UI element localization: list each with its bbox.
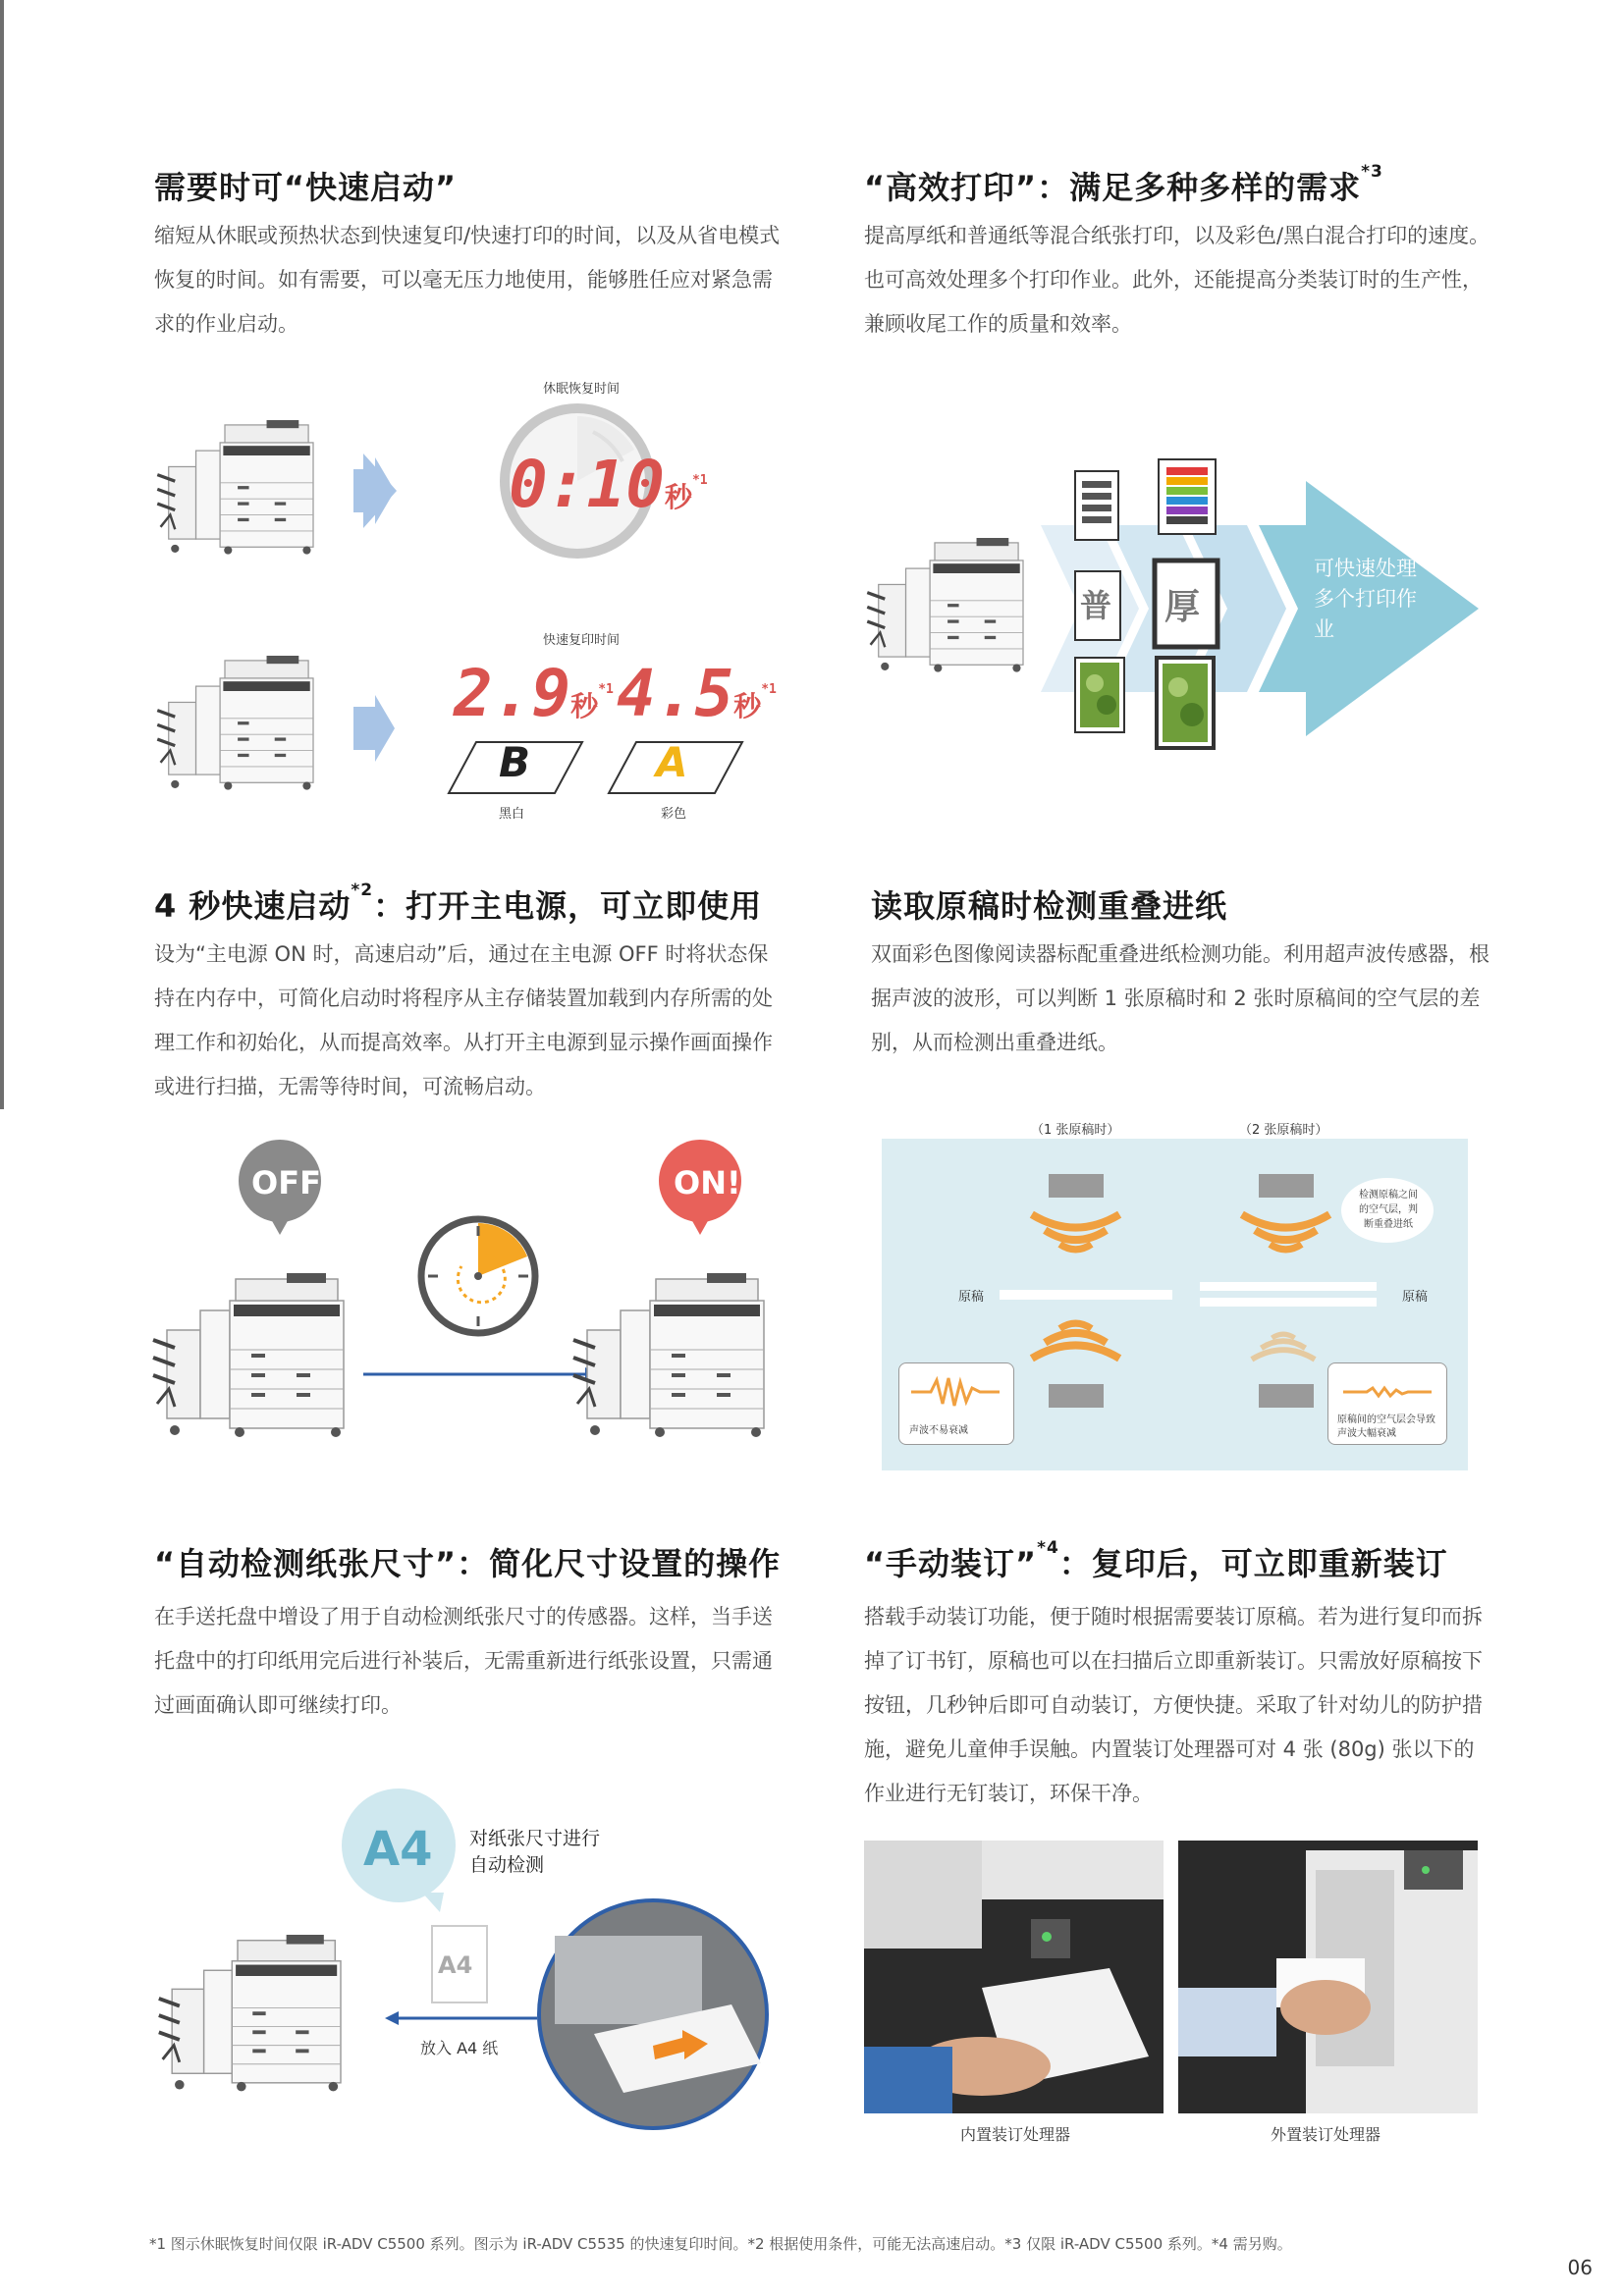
- sound-wave-icon: [1224, 1202, 1347, 1261]
- photo-paper-icon: [1073, 656, 1126, 734]
- document-icon: [1073, 469, 1120, 542]
- sleep-time-value: 0:10: [509, 447, 665, 522]
- footnote-mark: *1: [761, 682, 777, 697]
- quick-start-body: 缩短从休眠或预热状态到快速复印/快速打印的时间，以及从省电模式恢复的时间。如有需要，可以毫无压力地使用，能够胜任应对紧急需求的作业启动。: [154, 224, 781, 336]
- right-bubble-text: 原稿间的空气层会导致声波大幅衰减: [1337, 1415, 1435, 1439]
- manual-staple-title-rest: ：复印后，可立即重新装订: [1058, 1545, 1448, 1582]
- weak-wave-icon: [1239, 1325, 1327, 1368]
- original-left-label: 原稿: [958, 1290, 985, 1305]
- color-letter: A: [656, 738, 688, 786]
- external-stapler-photo: [1178, 1841, 1478, 2113]
- strong-waveform-icon: [911, 1376, 1000, 1408]
- original-right-label: 原稿: [1402, 1290, 1429, 1305]
- thick-paper-label: 厚: [1164, 587, 1201, 627]
- left-bubble-text: 声波不易衰减: [909, 1425, 968, 1436]
- two-sheet-label: （2 张原稿时）: [1239, 1123, 1328, 1138]
- sec-unit: 秒: [570, 690, 599, 722]
- arrow-left-icon: [385, 2008, 537, 2028]
- printer-illustration: [864, 515, 1041, 702]
- sleep-recovery-label: 休眠恢复时间: [543, 382, 621, 397]
- original-sheet-bottom: [1200, 1298, 1377, 1307]
- sensor-icon: [1049, 1384, 1104, 1408]
- sound-wave-icon: [1014, 1311, 1137, 1370]
- a4-paper-label: A4: [438, 1951, 473, 1979]
- color-time-value: 4.5: [617, 656, 734, 731]
- quick-start-title: 需要时可“快速启动”: [154, 169, 458, 206]
- four-sec-body: 设为“主电源 ON 时，高速启动”后，通过在主电源 OFF 时将状态保持在内存中，可简化启动时将程序从主存储装置加载到内存所需的处理工作和初始化，从而提高效率。从打开主电源到显示操作画面操作或进行扫描，无需等待时间，可流畅启动。: [154, 942, 773, 1098]
- quick-multi-job-text: 可快速处理多个打印作业: [1314, 557, 1417, 641]
- quick-copy-label: 快速复印时间: [543, 633, 621, 648]
- double-feed-body: 双面彩色图像阅读器标配重叠进纸检测功能。利用超声波传感器，根据声波的波形，可以判断 1 张原稿时和 2 张时原稿间的空气层的差别，从而检测出重叠进纸。: [871, 942, 1489, 1054]
- plain-paper-label: 普: [1080, 587, 1112, 624]
- four-sec-title: [154, 881, 762, 927]
- manual-staple-title-text: “手动装订”: [864, 1545, 1038, 1582]
- printer-off-illustration: [149, 1247, 365, 1472]
- tray-zoom-circle: [535, 1896, 771, 2132]
- manual-staple-body: 搭载手动装订功能，便于随时根据需要装订原稿。若为进行复印而拆掉了订书钉，原稿也可以在扫描后立即重新装订。只需放好原稿按下按钮，几秒钟后即可自动装订，方便快捷。采取了针对幼儿的防护措施，避免儿童伸手误触。内置装订处理器可对 4 张 (80g) 张以下的作业进行无钉装订，环保干净。: [864, 1605, 1483, 1805]
- insert-a4-label: 放入 A4 纸: [420, 2039, 499, 2057]
- arrow-icon: [353, 695, 395, 762]
- on-label: ON!: [674, 1164, 741, 1201]
- auto-detect-title: “自动检测纸张尺寸”：简化尺寸设置的操作: [154, 1545, 782, 1582]
- manual-staple-title: [864, 1539, 1448, 1584]
- color-document-icon: [1157, 457, 1218, 536]
- sec-unit: 秒: [733, 690, 762, 722]
- photo-paper-icon: [1155, 656, 1216, 750]
- sensor-icon: [1259, 1174, 1314, 1198]
- detect-note: 检测原稿之间的空气层，判断重叠进纸: [1359, 1190, 1418, 1230]
- bw-letter: B: [499, 738, 531, 786]
- four-sec-title-rest: ：打开主电源，可立即使用: [373, 887, 763, 925]
- bw-time-value: 2.9: [454, 656, 571, 731]
- auto-detect-caption: 对纸张尺寸进行自动检测: [469, 1828, 601, 1876]
- stopwatch-icon: [414, 1212, 542, 1340]
- footnote-mark: *1: [691, 473, 708, 488]
- internal-stapler-photo: [864, 1841, 1164, 2113]
- double-feed-title: 读取原稿时检测重叠进纸: [871, 887, 1228, 925]
- color-label: 彩色: [661, 807, 687, 822]
- off-label: OFF: [251, 1164, 321, 1201]
- one-sheet-label: （1 张原稿时）: [1031, 1123, 1120, 1138]
- efficient-print-title: [864, 163, 1383, 208]
- sec-unit: 秒: [664, 481, 692, 513]
- arrow-icon: [353, 457, 395, 524]
- printer-illustration: [154, 398, 331, 584]
- efficient-print-body: 提高厚纸和普通纸等混合纸张打印，以及彩色/黑白混合打印的速度。也可高效处理多个打印作业。此外，还能提高分类装订时的生产性，兼顾收尾工作的质量和效率。: [864, 224, 1490, 336]
- weak-waveform-icon: [1343, 1376, 1432, 1408]
- four-sec-title-text: 4 秒快速启动: [154, 887, 352, 925]
- sensor-icon: [1259, 1384, 1314, 1408]
- page-number: 06: [1567, 2256, 1593, 2279]
- footnote-mark: *1: [598, 682, 614, 697]
- left-edge-bar: [0, 0, 4, 1109]
- internal-stapler-caption: 内置装订处理器: [960, 2125, 1071, 2144]
- sensor-icon: [1049, 1174, 1104, 1198]
- footnote-text: *1 图示休眠恢复时间仅限 iR-ADV C5500 系列。图示为 iR-ADV C5535 的快速复印时间。*2 根据使用条件，可能无法高速启动。*3 仅限 iR-ADV C5500 系列。*4 需另购。: [149, 2235, 1292, 2253]
- auto-detect-body: 在手送托盘中增设了用于自动检测纸张尺寸的传感器。这样，当手送托盘中的打印纸用完后进行补装后，无需重新进行纸张设置，只需通过画面确认即可继续打印。: [154, 1605, 773, 1717]
- footnote-mark: *4: [1037, 1538, 1059, 1559]
- bw-label: 黑白: [499, 807, 525, 822]
- bw-copy-time: [454, 656, 614, 731]
- footnote-mark: *3: [1361, 162, 1383, 183]
- original-sheet-top: [1200, 1282, 1377, 1291]
- footnote-mark: *2: [351, 881, 374, 901]
- a4-bubble-text: A4: [363, 1822, 433, 1877]
- original-sheet: [1000, 1290, 1172, 1300]
- sleep-recovery-time: [509, 447, 708, 522]
- external-stapler-caption: 外置装订处理器: [1271, 2125, 1381, 2144]
- sound-wave-icon: [1014, 1202, 1137, 1261]
- color-copy-time: [617, 656, 777, 731]
- arrow-line-icon: [363, 1364, 599, 1384]
- printer-on-illustration: [569, 1247, 785, 1472]
- printer-illustration: [154, 633, 331, 820]
- efficient-print-title-text: “高效打印”：满足多种多样的需求: [864, 169, 1362, 206]
- printer-illustration: [155, 1914, 361, 2120]
